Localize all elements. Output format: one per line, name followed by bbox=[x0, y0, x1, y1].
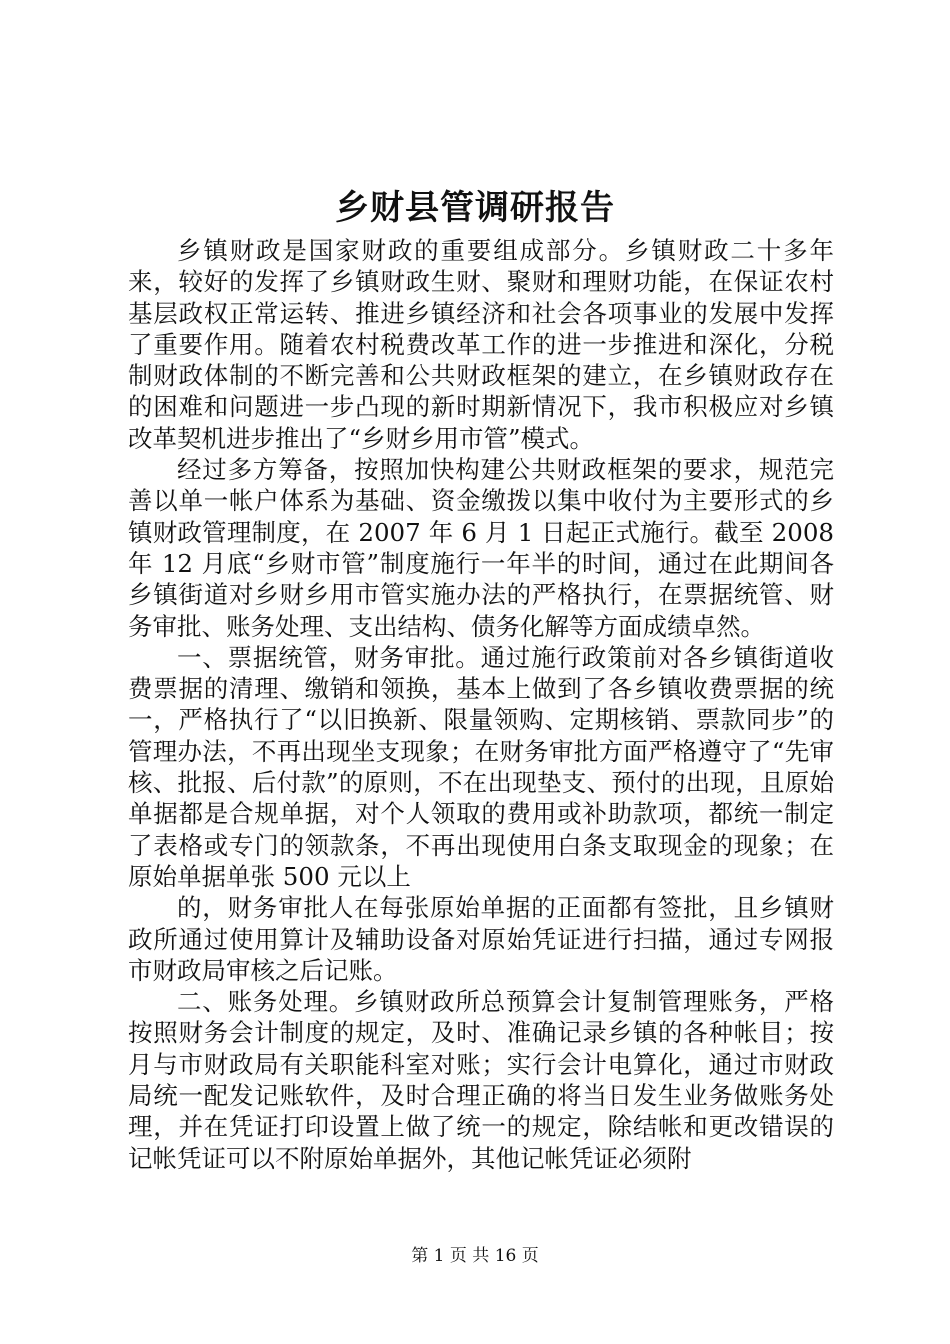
paragraph-bills-approval: 一、票据统管，财务审批。通过施行政策前对各乡镇街道收费票据的清理、缴销和领换，基本上做到了各乡镇收费票据的统一，严格执行了“以旧换新、限量领购、定期核销、票款同步”的管理办法，不再出现坐支现象；在财务审批方面严格遵守了“先审核、批报、后付款”的原则，不在出现垫支、预付的出现，且原始单据都是合规单据，对个人领取的费用或补助款项，都统一制定了表格或专门的领款条，不再出现使用白条支取现金的现象；在原始单据单张 500 元以上 bbox=[128, 642, 834, 891]
paragraph-background: 经过多方筹备，按照加快构建公共财政框架的要求，规范完善以单一帐户体系为基础、资金缴拨以集中收付为主要形式的乡镇财政管理制度，在 2007 年 6 月 1 日起正式施行。截至 2008 年 12 月底“乡财市管”制度施行一年半的时间，通过在此期间各乡镇街道对乡财乡用市管实施办法的严格执行，在票据统管、财务审批、账务处理、支出结构、债务化解等方面成绩卓然。 bbox=[128, 455, 834, 641]
paragraph-intro: 乡镇财政是国家财政的重要组成部分。乡镇财政二十多年来，较好的发挥了乡镇财政生财、聚财和理财功能，在保证农村基层政权正常运转、推进乡镇经济和社会各项事业的发展中发挥了重要作用。随着农村税费改革工作的进一步推进和深化，分税制财政体制的不断完善和公共财政框架的建立，在乡镇财政存在的困难和问题进一步凸现的新时期新情况下，我市积极应对乡镇改革契机进步推出了“乡财乡用市管”模式。 bbox=[128, 236, 834, 453]
paragraph-accounting: 二、账务处理。乡镇财政所总预算会计复制管理账务，严格按照财务会计制度的规定，及时、准确记录乡镇的各种帐目；按月与市财政局有关职能科室对账；实行会计电算化，通过市财政局统一配发记账软件，及时合理正确的将当日发生业务做账务处理，并在凭证打印设置上做了统一的规定，除结帐和更改错误的记帐凭证可以不附原始单据外，其他记帐凭证必须附 bbox=[128, 987, 834, 1173]
document-body bbox=[128, 235, 834, 1174]
paragraph-bills-approval-continued: 的，财务审批人在每张原始单据的正面都有签批，且乡镇财政所通过使用算计及辅助设备对原始凭证进行扫描，通过专网报市财政局审核之后记账。 bbox=[128, 893, 834, 985]
page-footer: 第 1 页 共 16 页 bbox=[411, 1246, 539, 1266]
document-title: 乡财县管调研报告 bbox=[335, 188, 615, 228]
